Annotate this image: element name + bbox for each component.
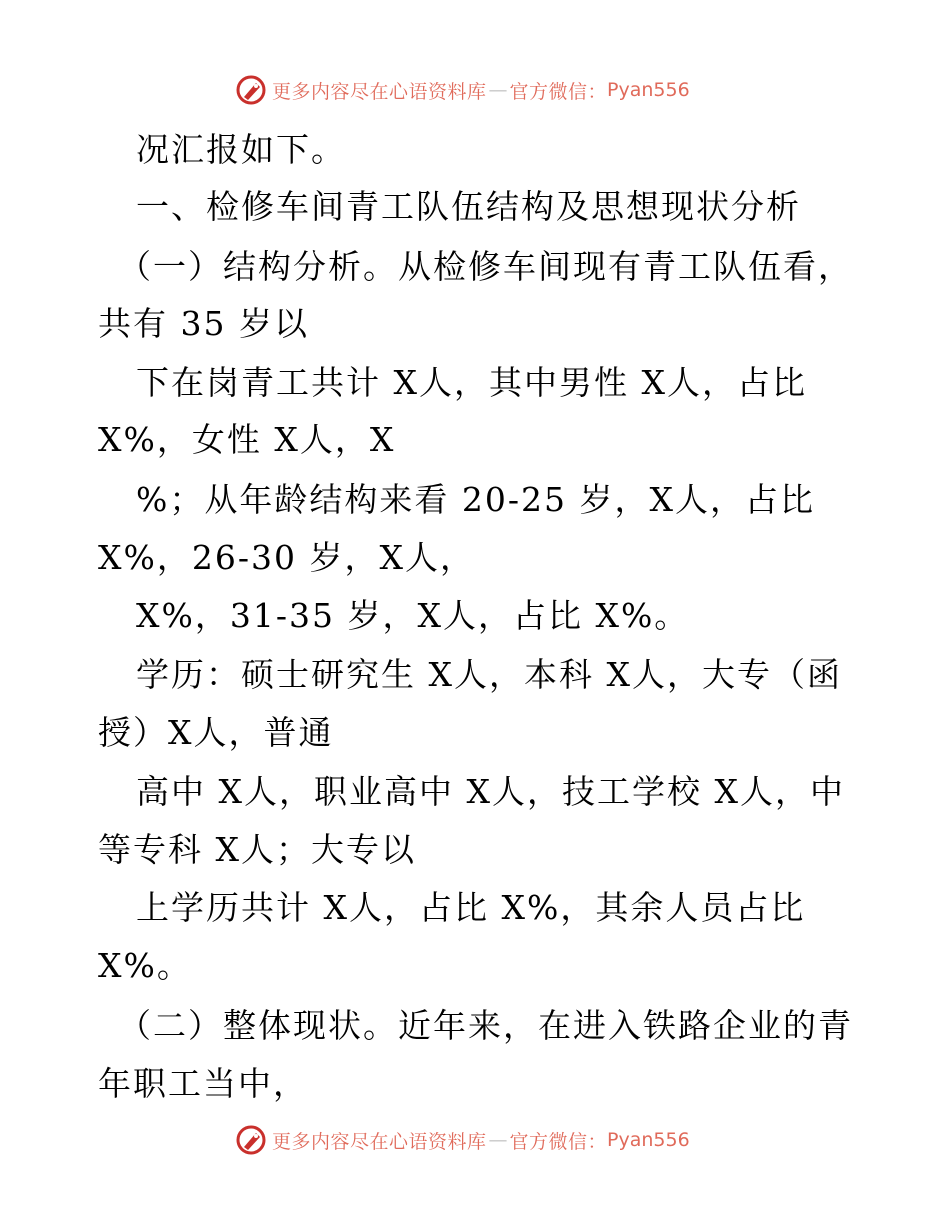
body-line: X%，26-30 岁，X人， — [98, 538, 475, 577]
body-line: 授）X人，普通 — [98, 713, 334, 752]
watermark-handle: Pyan556 — [607, 1129, 690, 1151]
body-line: 学历：硕士研究生 X人，本科 X人，大专（函 — [136, 655, 842, 694]
watermark-handle: Pyan556 — [607, 79, 690, 101]
pen-nib-circle-icon — [234, 1123, 268, 1157]
body-line: 况汇报如下。 — [136, 130, 346, 169]
body-line: 年职工当中， — [98, 1064, 308, 1103]
watermark-separator: — — [488, 1129, 508, 1151]
body-line: X%，女性 X人，X — [98, 420, 396, 459]
body-line: X%。 — [98, 946, 192, 985]
body-line: （一）结构分析。从检修车间现有青工队伍看， — [118, 247, 853, 286]
pen-nib-circle-icon — [234, 73, 268, 107]
watermark-footer — [234, 1122, 690, 1158]
body-line: %；从年龄结构来看 20-25 岁，X人，占比 — [136, 480, 815, 519]
watermark-text: 更多内容尽在心语资料库 — [272, 80, 487, 103]
watermark-text: 更多内容尽在心语资料库 — [272, 1130, 487, 1153]
watermark-label: 官方微信： — [509, 1130, 608, 1153]
body-line: 等专科 X人；大专以 — [98, 830, 416, 869]
section-heading: （二）整体现状。近年来，在进入铁路企业的青 — [118, 1006, 853, 1045]
watermark-header — [234, 72, 690, 108]
body-line: 共有 35 岁以 — [98, 304, 309, 343]
body-line: 下在岗青工共计 X人，其中男性 X人，占比 — [136, 363, 807, 402]
watermark-label: 官方微信： — [509, 80, 608, 103]
watermark-separator: — — [488, 79, 508, 101]
body-line: 高中 X人，职业高中 X人，技工学校 X人，中 — [136, 772, 845, 811]
body-line: X%，31-35 岁，X人，占比 X%。 — [136, 596, 690, 635]
body-line: 上学历共计 X人，占比 X%，其余人员占比 — [136, 888, 806, 927]
section-heading: 一、检修车间青工队伍结构及思想现状分析 — [136, 187, 801, 226]
